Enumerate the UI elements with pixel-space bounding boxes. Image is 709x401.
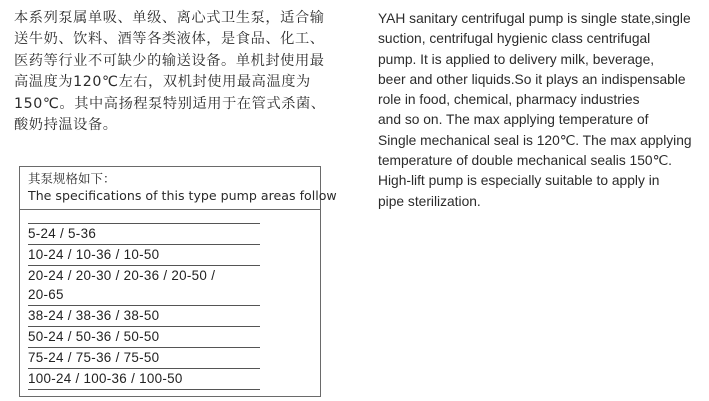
spec-row-text: 5-24 / 5-36 [28, 226, 97, 241]
english-description-line: and so on. The max applying temperature of [378, 112, 649, 128]
english-description-line: role in food, chemical, pharmacy industries [378, 92, 640, 108]
specifications-box [19, 166, 337, 397]
spec-row [28, 368, 260, 390]
english-description-line: beer and other liquids.So it plays an indispensable [378, 71, 686, 87]
spec-row [28, 244, 260, 265]
english-description-line: High-lift pump is especially suitable to apply in [378, 173, 660, 189]
spec-row-text: 100-24 / 100-36 / 100-50 [28, 371, 183, 386]
specifications-title-cn: 其泵规格如下： [28, 171, 116, 186]
spec-row-text: 20-65 [28, 287, 64, 302]
spec-row-text: 10-24 / 10-36 / 10-50 [28, 247, 160, 262]
spec-row [28, 326, 260, 347]
english-description-line: Single mechanical seal is 120℃. The max applying [378, 132, 692, 148]
specifications-title-en: The specifications of this type pump areas follow [28, 188, 337, 203]
specifications-list [28, 223, 260, 390]
english-description-line: pump. It is applied to delivery milk, beverage, [378, 51, 655, 67]
specifications-header [28, 171, 337, 204]
spec-row-text: 75-24 / 75-36 / 75-50 [28, 350, 160, 365]
spec-row [28, 347, 260, 368]
spec-row-text: 38-24 / 38-36 / 38-50 [28, 308, 160, 323]
english-description-line: pipe sterilization. [378, 193, 481, 209]
header-divider [20, 209, 320, 210]
english-description-line: temperature of double mechanical sealis 150℃. [378, 153, 672, 169]
spec-row-text: 50-24 / 50-36 / 50-50 [28, 329, 160, 344]
chinese-description: 本系列泵属单吸、单级、离心式卫生泵，适合输送牛奶、饮料、酒等各类液体，是食品、化工、医药等行业不可缺少的输送设备。单机封使用最高温度为120℃左右，双机封使用最高温度为150℃。其中高扬程泵特别适用于在管式杀菌、酸奶持温设备。 [14, 10, 326, 134]
spec-row [28, 265, 260, 305]
english-description-line: YAH sanitary centrifugal pump is single state,single [378, 11, 691, 26]
spec-row-text: 20-24 / 20-30 / 20-36 / 20-50 / [28, 268, 216, 283]
english-description [378, 9, 706, 212]
spec-row [28, 305, 260, 326]
spec-row [28, 223, 260, 244]
english-description-line: suction, centrifugal hygienic class centrifugal [378, 31, 651, 47]
